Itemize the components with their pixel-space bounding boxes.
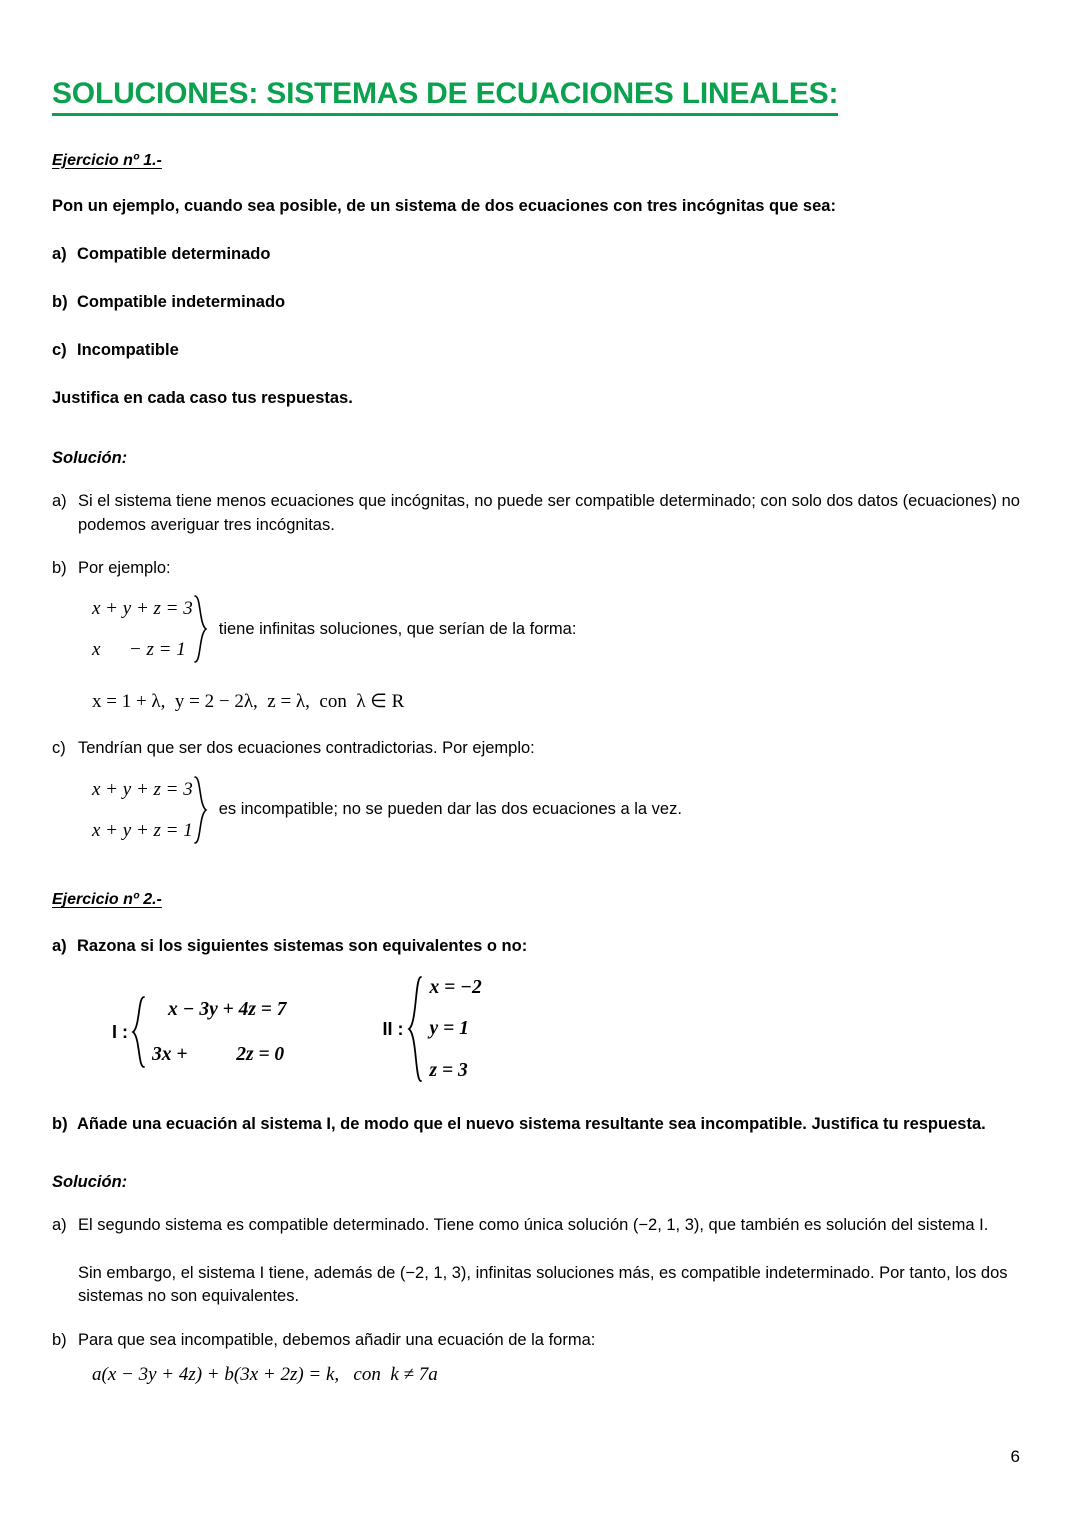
system-I-equations xyxy=(152,1000,287,1065)
right-brace-icon xyxy=(193,594,209,664)
item-marker: b) xyxy=(52,1115,68,1134)
left-brace-icon xyxy=(130,995,146,1069)
equation-gap xyxy=(92,799,193,821)
item-text: Compatible indeterminado xyxy=(77,293,286,312)
item-marker: b) xyxy=(52,293,68,312)
left-brace-icon xyxy=(406,975,424,1083)
equation-gap xyxy=(430,997,482,1019)
exercise-1-section xyxy=(52,152,1025,845)
system-equations xyxy=(92,599,193,659)
exercise-2-systems-row xyxy=(52,975,1025,1083)
item-marker: a) xyxy=(52,936,67,955)
item-marker: c) xyxy=(52,341,67,360)
system-equation-2: x + y + z = 1 xyxy=(92,819,193,841)
system-equation-1: x + y + z = 3 xyxy=(92,598,193,620)
system-I-label: I : xyxy=(112,1021,128,1042)
exercise-1-item-a xyxy=(52,243,1025,265)
item-text: Incompatible xyxy=(77,341,179,360)
system-II-equation-2: y = 1 xyxy=(429,1018,469,1040)
page-title: SOLUCIONES: SISTEMAS DE ECUACIONES LINEALES: xyxy=(52,78,838,116)
right-brace-icon xyxy=(193,775,209,845)
system-II-equations xyxy=(430,978,482,1081)
system-equations xyxy=(92,780,193,840)
exercise-1-answer-c xyxy=(52,737,1025,760)
system-I xyxy=(112,975,287,1069)
exercise-1-answer-b xyxy=(52,557,1025,580)
exercise-2-item-a xyxy=(52,935,1025,957)
equation-gap xyxy=(430,1039,482,1061)
equation-gap xyxy=(92,618,193,640)
item-text: Añade una ecuación al sistema I, de modo que el nuevo sistema resultante sea incompatible. Justifica tu respuesta. xyxy=(77,1115,986,1134)
system-I-equation-2: 3x + 2z = 0 xyxy=(152,1044,285,1066)
system-II-equation-3: z = 3 xyxy=(429,1059,468,1081)
answer-marker: a) xyxy=(52,1216,67,1235)
system-equation-2: x − z = 1 xyxy=(92,639,186,661)
answer-marker: b) xyxy=(52,1330,67,1349)
answer-marker: b) xyxy=(52,559,67,578)
item-text: Compatible determinado xyxy=(77,244,271,263)
answer-text: Por ejemplo: xyxy=(78,559,171,578)
exercise-2-heading: Ejercicio nº 2.- xyxy=(52,890,162,908)
answer-text: Si el sistema tiene menos ecuaciones que incógnitas, no puede ser compatible determinado; con solo dos datos (ecuaciones) no podemos averiguar tres incógnitas. xyxy=(78,492,1020,534)
item-marker: a) xyxy=(52,244,67,263)
exercise-2-answer-a xyxy=(52,1214,1025,1237)
exercise-1-solution-heading: Solución: xyxy=(52,449,128,468)
exercise-2-answer-b xyxy=(52,1329,1025,1352)
equation-gap xyxy=(152,1019,287,1045)
system-c-after-text: es incompatible; no se pueden dar las dos ecuaciones a la vez. xyxy=(218,800,682,819)
exercise-2-solution-heading: Solución: xyxy=(52,1173,128,1192)
exercise-2-answer-a-continued: Sin embargo, el sistema I tiene, además de (−2, 1, 3), infinitas soluciones más, es compatible indeterminado. Por tanto, los dos sistemas no son equivalentes. xyxy=(78,1263,1008,1306)
exercise-1-item-b xyxy=(52,291,1025,313)
exercise-1-system-b xyxy=(92,594,1025,664)
exercise-2-final-formula: a(x − 3y + 4z) + b(3x + 2z) = k, con k ≠ 7a xyxy=(92,1364,438,1386)
exercise-1-item-c xyxy=(52,339,1025,361)
exercise-2-item-b xyxy=(52,1113,1025,1135)
system-II-equation-1: x = −2 xyxy=(429,976,482,998)
answer-text: Tendrían que ser dos ecuaciones contradictorias. Por ejemplo: xyxy=(78,739,535,758)
answer-text: Para que sea incompatible, debemos añadir una ecuación de la forma: xyxy=(78,1330,596,1349)
answer-text: El segundo sistema es compatible determinado. Tiene como única solución (−2, 1, 3), que también es solución del sistema I. xyxy=(78,1216,989,1235)
exercise-1-answer-a xyxy=(52,490,1025,537)
exercise-2-section xyxy=(52,891,1025,1386)
system-b-after-text: tiene infinitas soluciones, que serían de la forma: xyxy=(218,619,577,638)
exercise-1-heading: Ejercicio nº 1.- xyxy=(52,151,162,169)
system-II xyxy=(383,975,482,1083)
system-I-equation-1: x − 3y + 4z = 7 xyxy=(168,998,287,1020)
page-number: 6 xyxy=(1010,1447,1020,1466)
exercise-1-system-c xyxy=(92,775,1025,845)
system-II-label: II : xyxy=(382,1018,404,1039)
exercise-1-closing: Justifica en cada caso tus respuestas. xyxy=(52,388,353,407)
item-text: Razona si los siguientes sistemas son equivalentes o no: xyxy=(77,936,528,955)
answer-marker: a) xyxy=(52,492,67,511)
answer-marker: c) xyxy=(52,739,66,758)
system-equation-1: x + y + z = 3 xyxy=(92,778,193,800)
exercise-1-statement: Pon un ejemplo, cuando sea posible, de un sistema de dos ecuaciones con tres incógnitas que sea: xyxy=(52,196,836,215)
exercise-1-parametric-solution: x = 1 + λ, y = 2 − 2λ, z = λ, con λ ∈ R xyxy=(92,691,405,713)
